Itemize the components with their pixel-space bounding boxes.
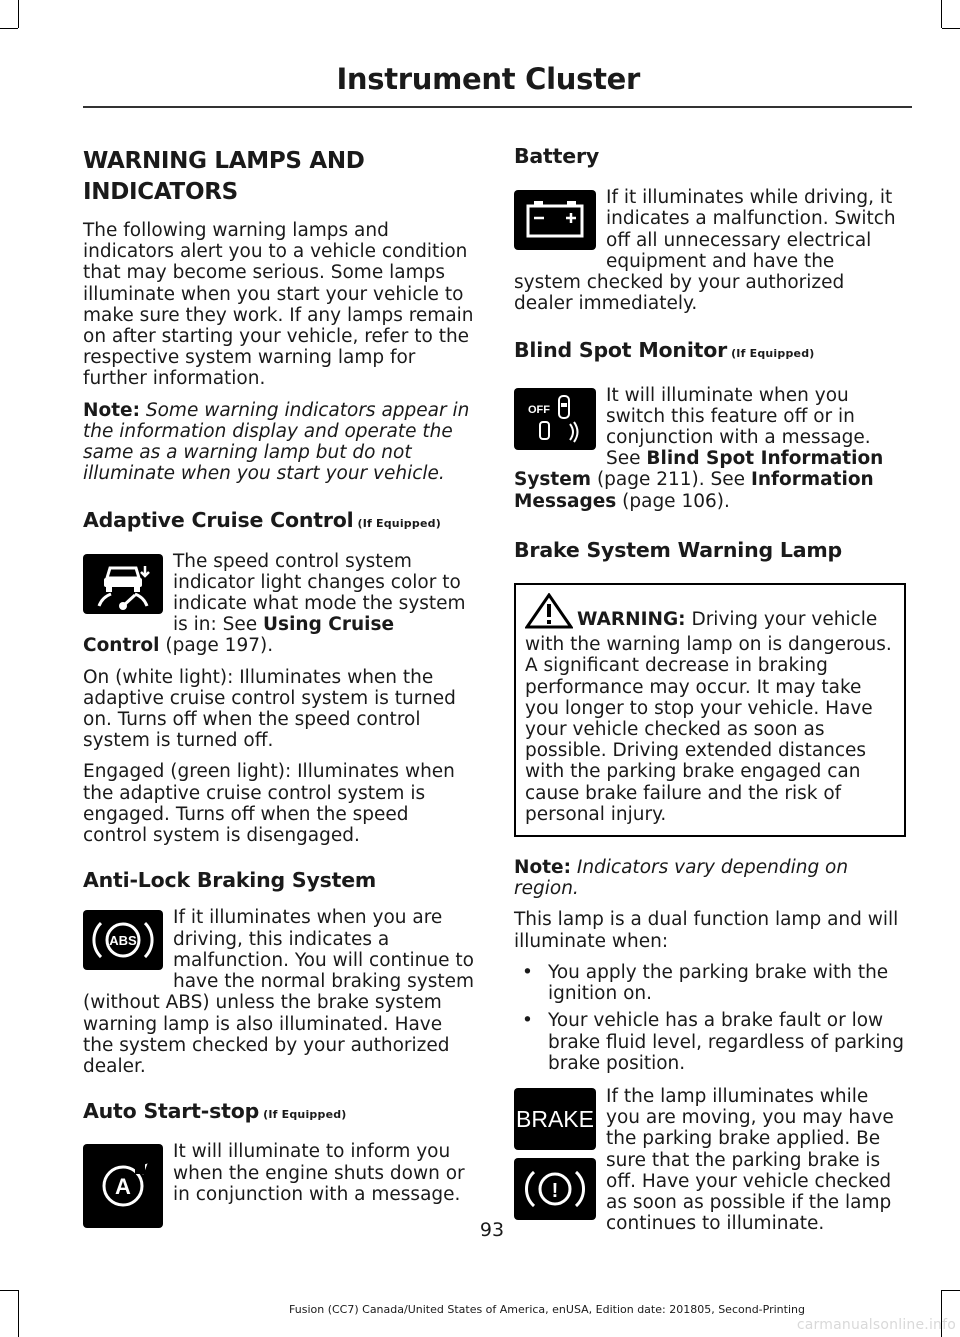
- blind-spot-heading: Blind Spot Monitor (If Equipped): [514, 338, 815, 363]
- bullet-item: • Your vehicle has a brake fault or low brake fluid level, regardless of parking brake position.: [522, 1010, 904, 1074]
- page-title: Instrument Cluster: [336, 62, 640, 96]
- using-cruise-control-link[interactable]: Using Cruise Control: [83, 614, 395, 657]
- brake-note: Note: Indicators vary depending on region.: [514, 857, 849, 900]
- brake-warning-icon: [514, 1158, 596, 1220]
- crop-mark: [941, 0, 942, 28]
- battery-heading: Battery: [514, 144, 600, 168]
- acc-paragraph-2: On (white light): Illuminates when the adaptive cruise control system is turned on. Turns off when the speed control system is turned off.: [83, 666, 456, 752]
- crop-mark: [942, 28, 960, 29]
- edition-line: Fusion (CC7) Canada/United States of America, enUSA, Edition date: 201805, Second-Printing: [289, 1303, 805, 1316]
- brake-icons: [514, 1088, 596, 1220]
- right-column: [514, 146, 906, 1244]
- abs-heading: Anti-Lock Braking System: [83, 868, 377, 893]
- crop-mark: [18, 0, 19, 28]
- crop-mark: [0, 28, 18, 29]
- brake-text-icon: [514, 1088, 596, 1150]
- acc-paragraph-3: Engaged (green light): Illuminates when the adaptive cruise control system is engaged. Turns off when the speed control system is disengaged.: [83, 761, 455, 847]
- watermark: carmanualsonline.info: [796, 1317, 956, 1333]
- information-messages-link[interactable]: Information Messages: [514, 469, 874, 512]
- acc-paragraph-1: The speed control system indicator light changes color to indicate what mode the system is in: See Using Cruise Control (page 197).: [83, 550, 466, 657]
- adaptive-cruise-icon: [83, 554, 163, 614]
- left-column: [83, 146, 475, 1232]
- auto-start-stop-heading: Auto Start-stop (If Equipped): [83, 1099, 347, 1124]
- crop-mark: [942, 1290, 960, 1291]
- section-title: WARNING LAMPS AND INDICATORS: [83, 148, 365, 205]
- svg-text:A: A: [115, 1174, 131, 1200]
- adaptive-cruise-heading: Adaptive Cruise Control (If Equipped): [83, 508, 441, 533]
- blind-spot-info-link[interactable]: Blind Spot Information System: [514, 448, 884, 491]
- svg-text:OFF: OFF: [528, 403, 550, 416]
- header-rule: [83, 106, 912, 108]
- brake-heading: Brake System Warning Lamp: [514, 537, 843, 562]
- warning-triangle-icon: [525, 593, 577, 634]
- page-number: 93: [479, 1219, 505, 1241]
- abs-icon: [83, 910, 163, 970]
- svg-text:!: !: [551, 1179, 559, 1202]
- battery-icon: [514, 190, 596, 250]
- blind-spot-paragraph: It will illuminate when you switch this feature off or in conjunction with a message. See Blind Spot Information System (page 211). See Information Messages (page 106).: [514, 384, 884, 512]
- bullet-item: • You apply the parking brake with the ignition on.: [522, 961, 889, 1005]
- note-paragraph: Note: Some warning indicators appear in the information display and operate the same as a warning lamp but do not illuminate when you start your vehicle.: [83, 399, 470, 485]
- auto-start-stop-icon: [83, 1144, 163, 1228]
- auto-start-stop-paragraph: It will illuminate to inform you when the engine shuts down or in conjunction with a message.: [173, 1141, 465, 1205]
- abs-paragraph: If it illuminates when you are driving, this indicates a malfunction. You will continue to have the normal braking system (without ABS) unless the brake system warning lamp is also illuminated. Have the system checked by your authorized dealer.: [83, 907, 474, 1077]
- crop-mark: [0, 1290, 18, 1291]
- warning-box: WARNING: Driving your vehicle with the warning lamp on is dangerous. A significant decrease in braking performance may occur. It may take you longer to stop your vehicle. Have your vehicle checked as soon as possible. Driving extended distances with the parking brake engaged can cause brake failure and the risk of personal injury.: [514, 583, 906, 837]
- battery-paragraph: If it illuminates while driving, it indicates a malfunction. Switch off all unnecessary electrical equipment and have the system checked by your authorized dealer immediately.: [514, 187, 896, 315]
- brake-paragraph-1: This lamp is a dual function lamp and will illuminate when:: [514, 909, 899, 952]
- brake-paragraph-2: If the lamp illuminates while you are moving, you may have the parking brake applied. Be sure that the parking brake is off. Have your vehicle checked as soon as possible if the lamp continues to illuminate.: [606, 1085, 894, 1235]
- svg-text:ABS: ABS: [109, 933, 137, 949]
- svg-text:BRAKE: BRAKE: [516, 1105, 594, 1132]
- blind-spot-icon: [514, 388, 596, 450]
- intro-paragraph: The following warning lamps and indicators alert you to a vehicle condition that may become serious. Some lamps illuminate when you start your vehicle to make sure they work. If any lamps remain on after starting your vehicle, refer to the respective system warning lamp for further information.: [83, 220, 474, 390]
